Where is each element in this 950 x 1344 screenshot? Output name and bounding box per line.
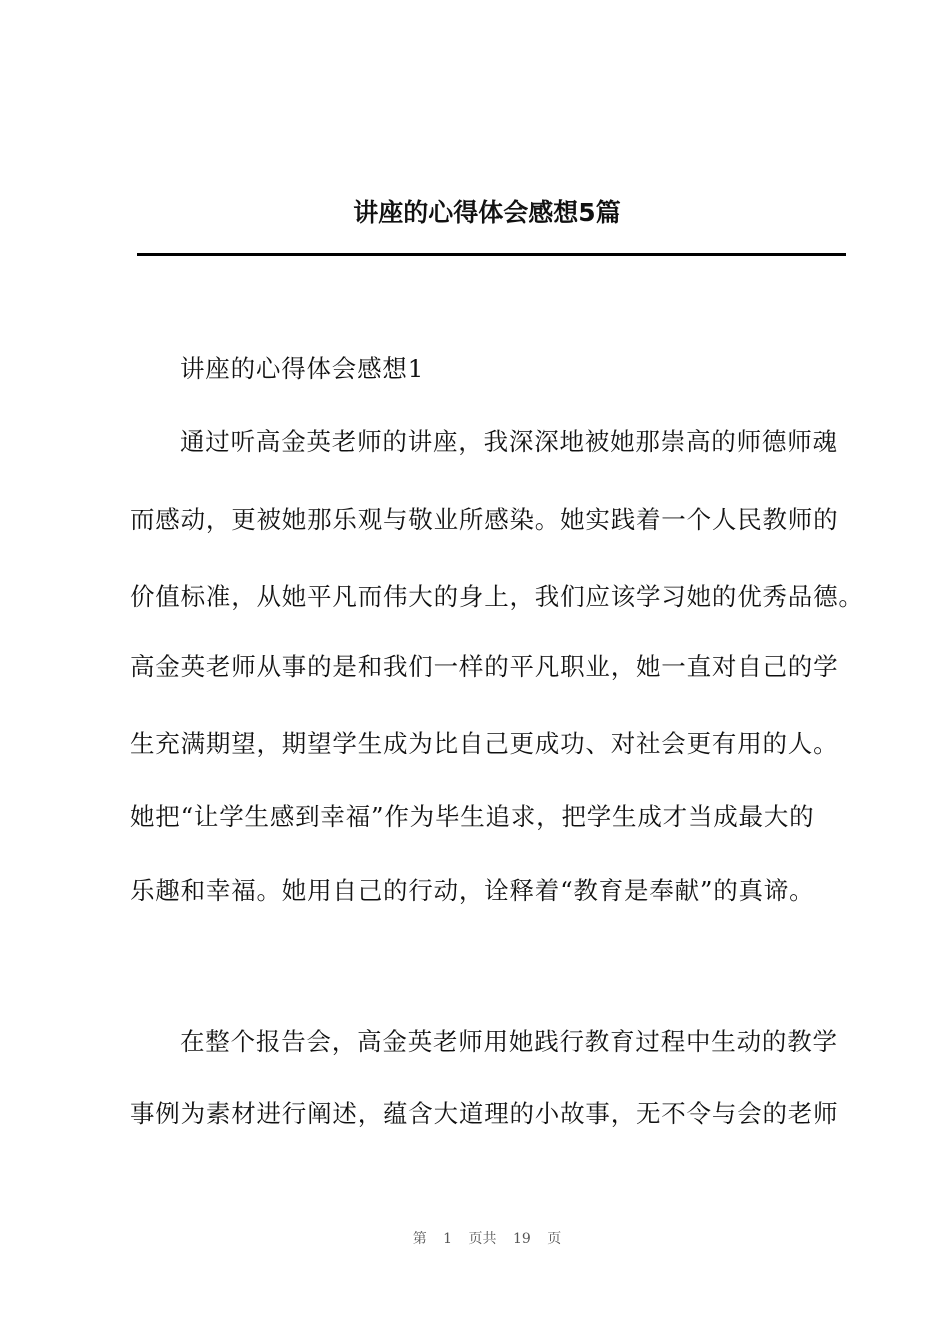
paragraph-line: 乐趣和幸福。她用自己的行动，诠释着“教育是奉献”的真谛。 (130, 876, 815, 905)
paragraph-line: 生充满期望，期望学生成为比自己更成功、对社会更有用的人。 (130, 729, 839, 758)
paragraph-line: 在整个报告会，高金英老师用她践行教育过程中生动的教学 (180, 1027, 838, 1056)
paragraph-line: 她把“让学生感到幸福”作为毕生追求，把学生成才当成最大的 (130, 802, 815, 831)
title-underline (137, 253, 846, 256)
paragraph-line: 高金英老师从事的是和我们一样的平凡职业，她一直对自己的学 (130, 652, 839, 681)
paragraph-line: 价值标准，从她平凡而伟大的身上，我们应该学习她的优秀品德。 (130, 582, 864, 611)
page-footer: 第 1 页共 19 页 (412, 1231, 562, 1247)
section-heading: 讲座的心得体会感想1 (180, 354, 425, 383)
document-title: 讲座的心得体会感想5篇 (353, 198, 621, 227)
paragraph-line: 通过听高金英老师的讲座，我深深地被她那崇高的师德师魂 (180, 427, 838, 456)
paragraph-line: 事例为素材进行阐述，蕴含大道理的小故事，无不令与会的老师 (130, 1099, 839, 1128)
paragraph-line: 而感动，更被她那乐观与敬业所感染。她实践着一个人民教师的 (130, 505, 839, 534)
